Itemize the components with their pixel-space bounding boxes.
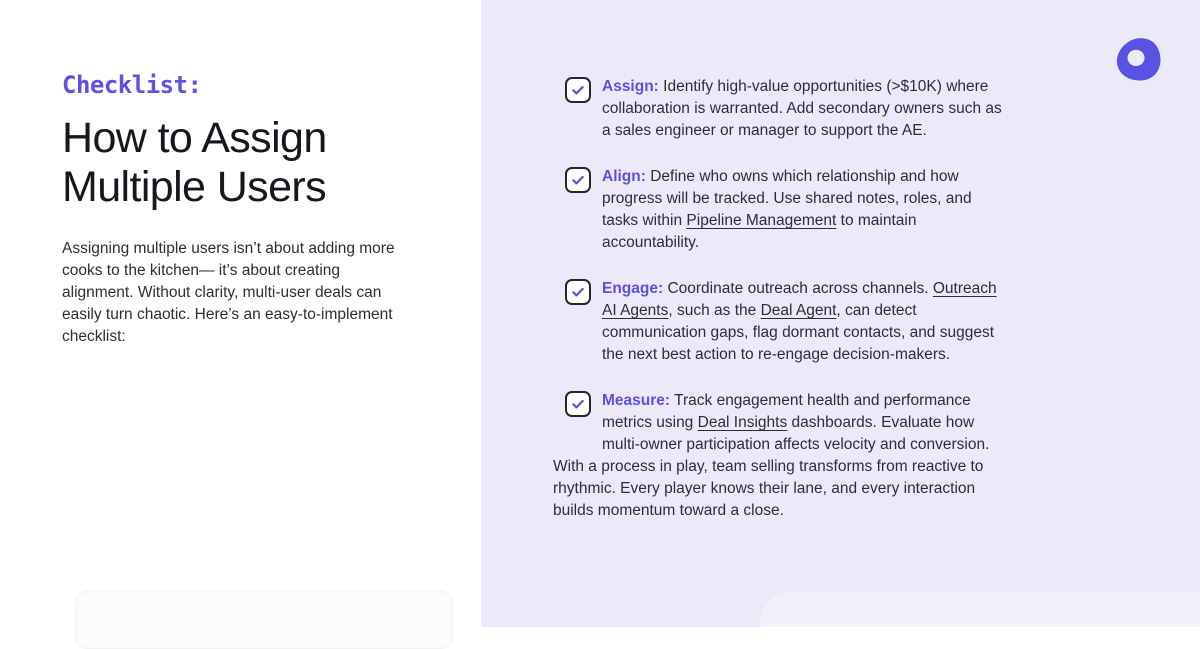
text-segment: Define who owns which relationship and how progress will be tracked. Use shared notes, roles, and tasks within xyxy=(602,168,972,229)
checklist-item-text xyxy=(602,390,1005,456)
checkbox-checked-icon[interactable] xyxy=(565,279,591,305)
checklist-item xyxy=(565,76,1005,142)
checklist-item xyxy=(565,278,1005,366)
checklist-item-label: Engage: xyxy=(602,280,664,297)
inline-link[interactable]: Deal Insights xyxy=(697,414,788,431)
decorative-shape-bottom-right xyxy=(760,592,1200,627)
text-segment: Identify high-value opportunities (>$10K) where collaboration is warranted. Add secondary owners such as a sales engineer or manager to support the AE. xyxy=(602,78,1002,139)
checklist-item xyxy=(565,166,1005,254)
checkbox-checked-icon[interactable] xyxy=(565,167,591,193)
page-title-line1: How to Assign xyxy=(62,114,327,162)
text-segment: , can detect communication gaps, flag dormant contacts, and suggest the next best action to re-engage decision-makers. xyxy=(602,302,995,363)
intro-paragraph: Assigning multiple users isn’t about adding more cooks to the kitchen— it’s about creating alignment. Without clarity, multi-user deals can easily turn chaotic. Here’s an easy-to-implement checklist: xyxy=(62,240,395,345)
checklist-item xyxy=(565,390,1005,456)
eyebrow-label: Checklist: xyxy=(62,71,202,99)
left-panel xyxy=(0,0,481,627)
text-segment: to maintain accountability. xyxy=(602,212,917,251)
decorative-shape-bottom-left xyxy=(75,591,453,649)
right-panel xyxy=(481,0,1200,627)
inline-link[interactable]: Outreach AI Agents xyxy=(602,280,997,319)
checklist-item-label: Measure: xyxy=(602,392,671,409)
closing-paragraph: With a process in play, team selling transforms from reactive to rhythmic. Every player knows their lane, and every interaction builds momentum toward a close. xyxy=(553,458,984,519)
checklist-item-text xyxy=(602,278,1005,366)
page-title-line2: Multiple Users xyxy=(62,163,327,211)
page-title xyxy=(62,114,431,212)
checklist-item-text xyxy=(602,166,1005,254)
checkbox-checked-icon[interactable] xyxy=(565,391,591,417)
checklist-item-label: Assign: xyxy=(602,78,659,95)
inline-link[interactable]: Deal Agent xyxy=(760,302,837,319)
text-segment: , such as the xyxy=(668,302,761,319)
text-segment: Track engagement health and performance metrics using xyxy=(602,392,971,431)
text-segment: dashboards. Evaluate how multi-owner participation affects velocity and conversion. xyxy=(602,414,990,453)
outreach-logo-icon xyxy=(1115,37,1162,82)
text-segment: Coordinate outreach across channels. xyxy=(663,280,933,297)
checklist xyxy=(565,76,1005,480)
checklist-item-label: Align: xyxy=(602,168,646,185)
checklist-item-text xyxy=(602,76,1005,142)
inline-link[interactable]: Pipeline Management xyxy=(686,212,837,229)
checkbox-checked-icon[interactable] xyxy=(565,77,591,103)
